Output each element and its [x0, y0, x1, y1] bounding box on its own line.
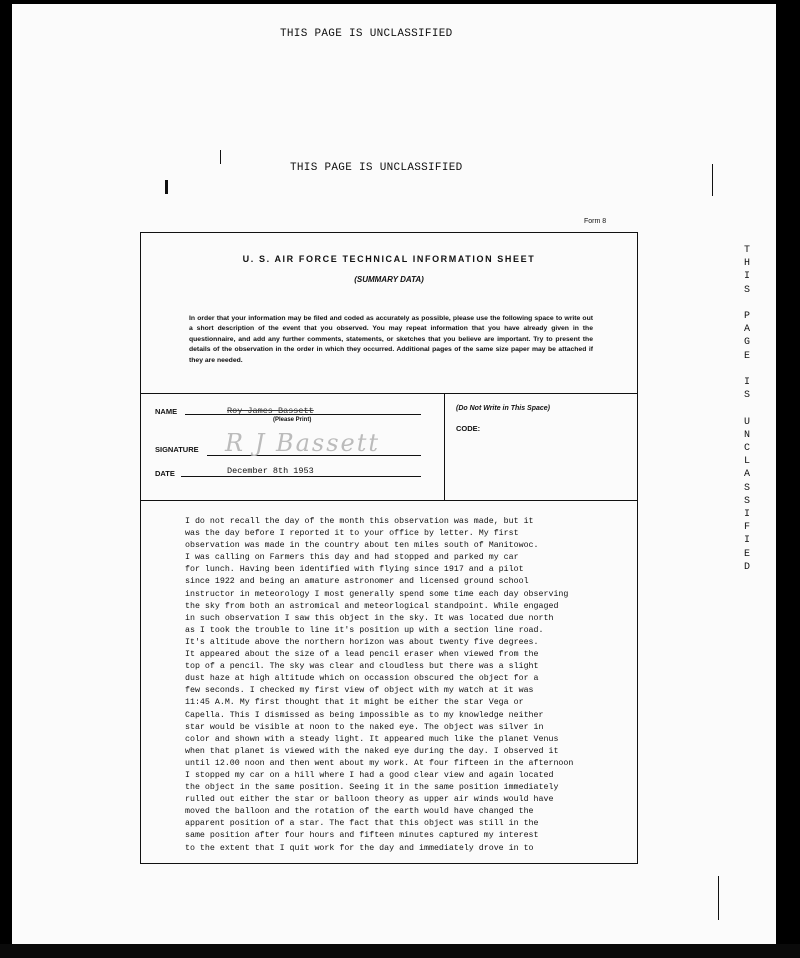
- narrative-line: as I took the trouble to line it's position up with a section line road.: [185, 625, 544, 635]
- narrative-line: top of a pencil. The sky was clear and cloudless but there was a slight: [185, 662, 539, 672]
- scan-speck: [718, 876, 719, 920]
- narrative-line: same position after four hours and fifteen minutes captured my interest: [185, 831, 539, 841]
- narrative-line: was the day before I reported it to your office by letter. My first: [185, 529, 519, 539]
- narrative-line: moved the balloon and the rotation of the earth would have changed the: [185, 807, 534, 817]
- scan-speck: [712, 164, 713, 196]
- do-not-write-note: (Do Not Write in This Space): [456, 405, 550, 412]
- narrative-line: Capella. This I dismissed as being impossible as to my knowledge neither: [185, 710, 544, 720]
- narrative-line: apparent position of a star. The fact that this object was still in the: [185, 819, 539, 829]
- signature-label: SIGNATURE: [155, 445, 199, 454]
- narrative-line: rulled out either the star or balloon theory as upper air winds would have: [185, 795, 554, 805]
- classification-stamp-top: THIS PAGE IS UNCLASSIFIED: [280, 28, 453, 40]
- narrative-line: dust haze at high altitude which on occassion obscured the object for a: [185, 674, 539, 684]
- form-divider: [141, 393, 637, 394]
- form-title: U. S. AIR FORCE TECHNICAL INFORMATION SHEET: [242, 254, 536, 264]
- form-subtitle: (SUMMARY DATA): [354, 275, 424, 284]
- narrative-line: the sky from both an astromical and meteorlogical standpoint. While engaged: [185, 601, 559, 611]
- form-instructions: In order that your information may be filed and coded as accurately as possible, please use the following space to write out a short description of the event that you observed. You may repeat information that you have already given in the questionnaire, and add any further comments, statements, or sketches that you believe are important. Try to present the details of the observation in the order in which they occurred. Additional pages of the same size paper may be attached if they are needed.: [189, 315, 593, 364]
- narrative-line: It's altitude above the northern horizon was about twenty five degrees.: [185, 637, 539, 647]
- narrative-line: I stopped my car on a hill where I had a good clear view and again located: [185, 770, 554, 780]
- classification-stamp-second: THIS PAGE IS UNCLASSIFIED: [290, 162, 463, 174]
- date-label: DATE: [155, 469, 175, 478]
- please-print-note: (Please Print): [273, 417, 312, 423]
- date-value: December 8th 1953: [227, 466, 314, 476]
- narrative-line: 11:45 A.M. My first thought that it might be either the star Vega or: [185, 698, 524, 708]
- scan-speck: [165, 180, 168, 194]
- technical-information-form: [140, 232, 638, 864]
- narrative-line: It appeared about the size of a lead pencil eraser when viewed from the: [185, 650, 539, 660]
- narrative-line: since 1922 and being an amature astronomer and licensed ground school: [185, 577, 529, 587]
- narrative-line: for lunch. Having been identified with flying since 1917 and a pilot: [185, 565, 524, 575]
- narrative-line: the object in the same position. Seeing it in the same position immediately: [185, 783, 559, 793]
- scan-speck: [220, 150, 221, 164]
- narrative-line: to the extent that I quit work for the day and immediately drove in to: [185, 843, 534, 853]
- signature: R J Bassett: [225, 429, 381, 457]
- classification-stamp-vertical: T H I S P A G E I S U N C L A S S I F I E D: [743, 245, 750, 573]
- form-number: Form 8: [584, 218, 607, 225]
- document-page: [12, 4, 776, 944]
- narrative-line: in such observation I saw this object in the sky. It was located due north: [185, 613, 554, 623]
- date-line: [181, 476, 421, 477]
- narrative-line: color and shown with a steady light. It appeared much like the planet Venus: [185, 734, 559, 744]
- narrative-line: instructor in meteorology I most generally spend some time each day observing: [185, 589, 569, 599]
- narrative-line: few seconds. I checked my first view of object with my watch at it was: [185, 686, 534, 696]
- narrative-line: when that planet is viewed with the naked eye during the day. I observed it: [185, 746, 559, 756]
- narrative-line: observation was made in the country about ten miles south of Manitowoc.: [185, 541, 539, 551]
- scan-border: [0, 944, 800, 958]
- code-label: CODE:: [456, 424, 481, 433]
- narrative-line: I was calling on Farmers this day and had stopped and parked my car: [185, 553, 519, 563]
- narrative-line: star would be visible at noon to the naked eye. The object was silver in: [185, 722, 544, 732]
- name-value: Roy James Bassett: [227, 406, 314, 416]
- observation-narrative: [185, 516, 615, 855]
- narrative-line: until 12.00 noon and then went about my work. At four fifteen in the afternoon: [185, 758, 574, 768]
- narrative-line: I do not recall the day of the month this observation was made, but it: [185, 517, 534, 526]
- name-label: NAME: [155, 407, 178, 416]
- form-divider: [141, 500, 637, 501]
- form-column-divider: [444, 393, 445, 500]
